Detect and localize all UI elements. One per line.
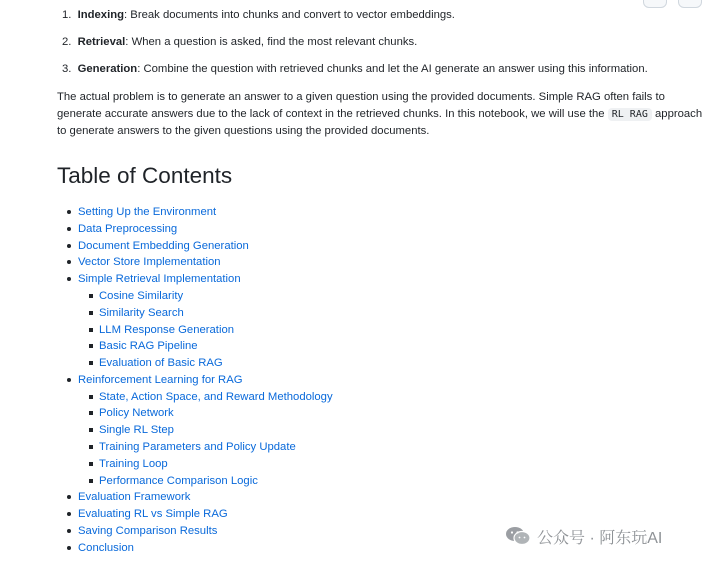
toc-link-similarity-search[interactable]: Similarity Search — [99, 307, 184, 319]
bullet-icon — [89, 311, 93, 315]
watermark-text: 公众号 · 阿东玩AI — [537, 529, 663, 547]
toolbar-button-right[interactable] — [678, 0, 702, 8]
bullet-icon — [67, 512, 71, 516]
intro-paragraph — [57, 89, 707, 140]
toc-link-preprocessing[interactable]: Data Preprocessing — [78, 223, 178, 235]
bullet-icon — [89, 428, 93, 432]
paragraph-text: approach to generate answers to the given questions using the provided documents. — [57, 107, 703, 138]
step-number: 3. — [62, 63, 72, 75]
toc-link-training-loop[interactable]: Training Loop — [99, 458, 168, 470]
toolbar-button-left[interactable] — [643, 0, 667, 8]
bullet-icon — [67, 529, 71, 533]
toc-link-basic-pipeline[interactable]: Basic RAG Pipeline — [99, 340, 198, 352]
step-text: : Break documents into chunks and convert to vector embeddings. — [124, 9, 455, 21]
bullet-icon — [67, 260, 71, 264]
bullet-icon — [89, 344, 93, 348]
toc-link-single-step[interactable]: Single RL Step — [99, 424, 174, 436]
toc-link-training-params[interactable]: Training Parameters and Policy Update — [99, 441, 296, 453]
toc-link-vector-store[interactable]: Vector Store Implementation — [78, 256, 221, 268]
bullet-icon — [67, 378, 71, 382]
step-term: Indexing — [77, 9, 125, 21]
toc-link-state-action[interactable]: State, Action Space, and Reward Methodology — [99, 391, 333, 403]
bullet-icon — [89, 462, 93, 466]
paragraph-text: The actual problem is to generate an answer to a given question using the provided documents. Simple RAG often fails to generate accurate answers due to the lack of context in the retrieved chunks. In this notebook, we will use the — [57, 91, 665, 120]
bullet-icon — [89, 479, 93, 483]
step-term: Generation — [77, 63, 138, 75]
bullet-icon — [67, 227, 71, 231]
step-1 — [62, 7, 455, 23]
toc-link-cosine[interactable]: Cosine Similarity — [99, 290, 184, 302]
step-number: 1. — [62, 9, 72, 21]
toc-link-eval-basic[interactable]: Evaluation of Basic RAG — [99, 357, 223, 369]
bullet-icon — [89, 361, 93, 365]
toc-link-llm-response[interactable]: LLM Response Generation — [99, 324, 235, 336]
toc-link-rl-vs-simple[interactable]: Evaluating RL vs Simple RAG — [78, 508, 228, 520]
bullet-icon — [67, 244, 71, 248]
toc-link-embedding[interactable]: Document Embedding Generation — [78, 240, 249, 252]
toc-link-policy-network[interactable]: Policy Network — [99, 407, 174, 419]
step-3 — [62, 61, 648, 77]
toc-link-performance-comparison[interactable]: Performance Comparison Logic — [99, 475, 258, 487]
step-text: : When a question is asked, find the most relevant chunks. — [125, 36, 418, 48]
toc-link-conclusion[interactable]: Conclusion — [78, 542, 134, 554]
step-2 — [62, 34, 417, 50]
bullet-icon — [89, 328, 93, 332]
bullet-icon — [67, 495, 71, 499]
toc-link-eval-framework[interactable]: Evaluation Framework — [78, 491, 191, 503]
toc-link-setup[interactable]: Setting Up the Environment — [78, 206, 217, 218]
toc-link-rl-for-rag[interactable]: Reinforcement Learning for RAG — [78, 374, 243, 386]
toc-title: Table of Contents — [57, 163, 233, 188]
bullet-icon — [89, 411, 93, 415]
step-text: : Combine the question with retrieved chunks and let the AI generate an answer using this information. — [137, 63, 648, 75]
inline-code: RL RAG — [608, 108, 652, 121]
bullet-icon — [89, 395, 93, 399]
bullet-icon — [67, 210, 71, 214]
watermark — [505, 524, 662, 548]
bullet-icon — [67, 277, 71, 281]
bullet-icon — [89, 445, 93, 449]
bullet-icon — [67, 546, 71, 550]
bullet-icon — [89, 294, 93, 298]
toc-link-simple-retrieval[interactable]: Simple Retrieval Implementation — [78, 273, 241, 285]
step-term: Retrieval — [77, 36, 126, 48]
wechat-icon — [505, 526, 531, 546]
step-number: 2. — [62, 36, 72, 48]
toc-link-saving-results[interactable]: Saving Comparison Results — [78, 525, 218, 537]
